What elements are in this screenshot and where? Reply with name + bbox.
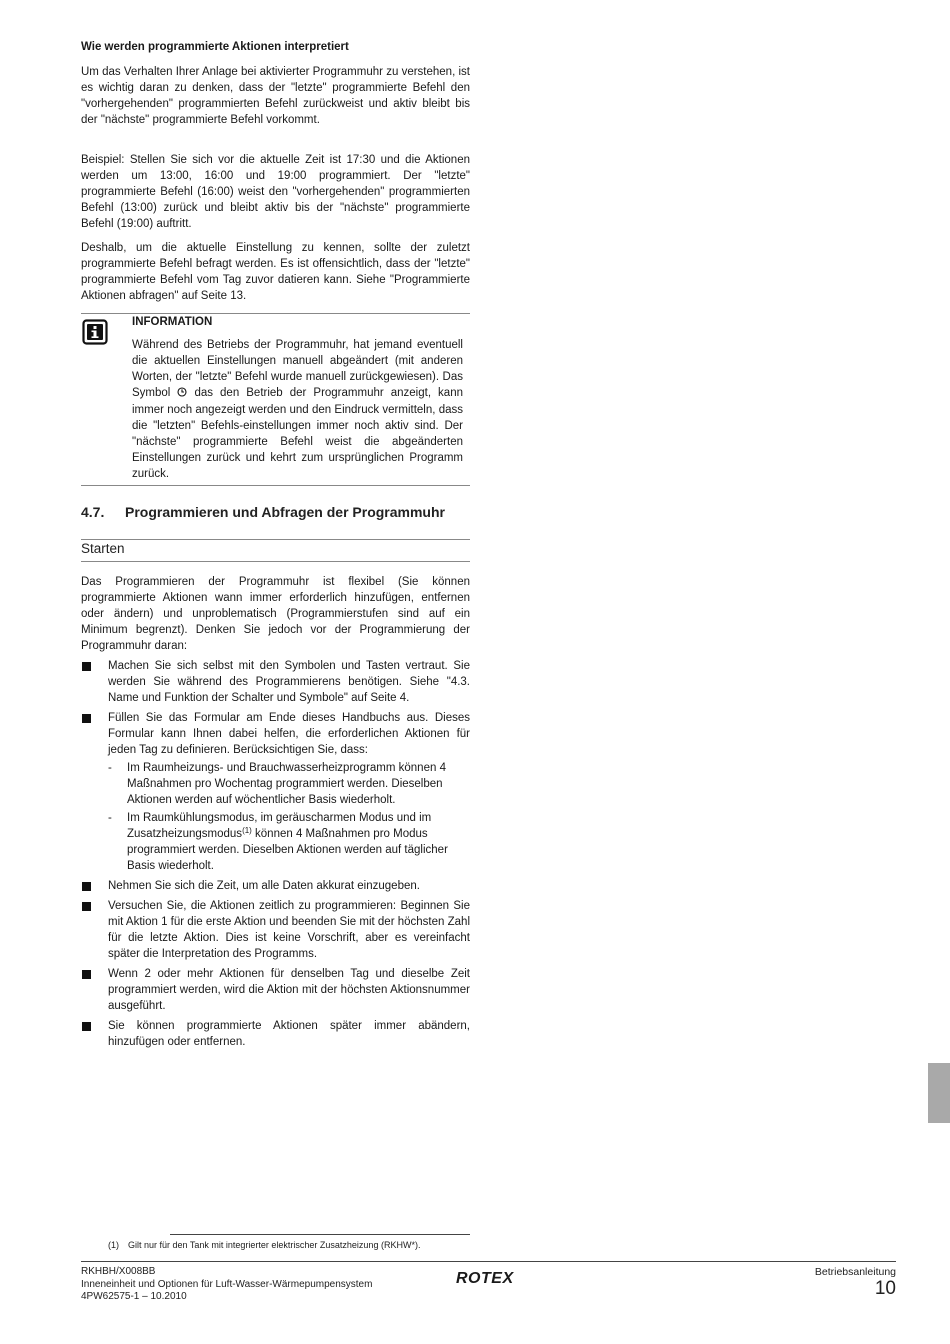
footer-doc-type: Betriebsanleitung [814, 1266, 896, 1278]
footnote: (1) Gilt nur für den Tank mit integrierter elektrischer Zusatzheizung (RKHW*). [108, 1240, 421, 1250]
paragraph-behavior: Um das Verhalten Ihrer Anlage bei aktivierter Programmuhr zu verstehen, ist es wichtig daran zu denken, dass der "letzte" programmierte Befehl den "vorhergehenden" programmierten Befehl zurückweist und aktiv bleibt bis der "nächste" programmierte Befehl vorkommt. [81, 66, 470, 126]
subheading-bottom-rule [81, 561, 470, 562]
footer-info [81, 1266, 372, 1304]
info-bottom-rule [81, 485, 470, 486]
footer-product: Inneneinheit und Optionen für Luft-Wasser-Wärmepumpensystem [81, 1278, 373, 1290]
footer-code: RKHBH/X008BB [81, 1266, 156, 1277]
subheading: Starten [81, 541, 125, 556]
list-item: Sie können programmierte Aktionen später immer abändern, hinzufügen oder entfernen. [81, 1018, 470, 1050]
bullet-list [81, 658, 470, 1054]
info-top-rule [81, 313, 470, 314]
bullet-marker [82, 902, 91, 911]
footnote-ref: (1) [242, 826, 252, 835]
bullet-marker [82, 714, 91, 723]
section-heading: 4.7. Programmieren und Abfragen der Programmuhr [81, 504, 445, 520]
bullet-marker [82, 1022, 91, 1031]
list-item: Versuchen Sie, die Aktionen zeitlich zu programmieren: Beginnen Sie mit Aktion 1 für die erste Aktion und beenden Sie mit der höchsten Zahl für die letzte Aktion. Dies ist keine Vorschrift, aber es vereinfacht später die Interpretation des Programms. [81, 898, 470, 962]
info-title: INFORMATION [132, 316, 213, 328]
info-text: Während des Betriebs der Programmuhr, hat jemand eventuell die aktuellen Einstellungen manuell abgeändert (mit anderen Worten, der "letzte" Befehl wurde manuell zurückgewiesen). Das Symbol das den Betrieb der Programmuhr anzeigt, kann immer noch angezeigt werden und den Eindruck vermitteln, dass die "letzten" Befehls-einstellungen immer noch aktiv sind. Der "nächste" programmierte Befehl weist die abgeänderten Einstellungen zurück und kehrt zum ursprünglichen Programm zurück. [132, 339, 463, 480]
list-item: Machen Sie sich selbst mit den Symbolen und Tasten vertraut. Sie werden Sie während des Programmierens benötigen. Siehe "4.3. Name und Funktion der Schalter und Symbole" auf Seite 4. [81, 658, 470, 706]
list-item: Füllen Sie das Formular am Ende dieses Handbuchs aus. Dieses Formular kann Ihnen dabei helfen, die erforderlichen Aktionen für jeden Tag zu definieren. Berücksichtigen Sie, dass: - Im Raumheizungs- und Brauchwasserheizprogramm können 4 Maßnahmen pro Wochentag programmiert werden. Dieselben Aktionen werden auf wöchentlicher Basis wiederholt. - Im Raumkühlungsmodus, im geräuscharmen Modus und im Zusatzheizungsmodus$^{(1)}$ können 4 Maßnahmen pro Modus programmiert werden. Dieselben Aktionen werden auf täglicher Basis wiederholt. [81, 710, 470, 874]
paragraph-example: Beispiel: Stellen Sie sich vor die aktuelle Zeit ist 17:30 und die Aktionen werden um 13:00, 16:00 und 19:00 programmiert. Der "letzte" programmierte Befehl (16:00) weist den "vorhergehenden" programmierten Befehl (13:00) zurück und bleibt aktiv bis der "nächste" programmierte Befehl (19:00) auftritt. [81, 154, 470, 230]
sub-list-item: - Im Raumheizungs- und Brauchwasserheizprogramm können 4 Maßnahmen pro Wochentag programmiert werden. Dieselben Aktionen werden auf wöchentlicher Basis wiederholt. [108, 762, 446, 806]
rotex-logo: ROTEX [456, 1270, 514, 1287]
list-item: Wenn 2 oder mehr Aktionen für denselben Tag und dieselbe Zeit programmiert werden, wird die Aktion mit der höchsten Aktionsnummer ausgeführt. [81, 966, 470, 1014]
bullet-marker [82, 970, 91, 979]
footnote-rule [170, 1234, 470, 1235]
bullet-marker [82, 882, 91, 891]
page-number: 10 [874, 1278, 896, 1299]
footer-rule [81, 1261, 896, 1262]
footer-doc-number: 4PW62575-1 – 10.2010 [81, 1291, 187, 1302]
sub-list-item: - Im Raumkühlungsmodus, im geräuscharmen Modus und im Zusatzheizungsmodus$^{(1)}$ können 4 Maßnahmen pro Modus programmiert werden. Dieselben Aktionen werden auf täglicher Basis wiederholt. [108, 812, 448, 872]
chapter-tab-marker [928, 1063, 950, 1123]
subheading-top-rule [81, 539, 470, 540]
bullet-marker [82, 662, 91, 671]
paragraph-intro: Das Programmieren der Programmuhr ist flexibel (Sie können programmierte Aktionen wann immer erforderlich hinzufügen, entfernen oder ändern) und unproblematisch (Programmierstufen sind auf ein Minimum begrenzt). Denken Sie jedoch vor der Programmierung der Programmuhr daran: [81, 576, 470, 652]
section-title: Wie werden programmierte Aktionen interpretiert [81, 41, 349, 53]
paragraph-conclusion: Deshalb, um die aktuelle Einstellung zu kennen, sollte der zuletzt programmierte Befehl befragt werden. Es ist offensichtlich, dass der "letzte" programmierte Befehl vom Tag zuvor datieren kann. Siehe "Programmierte Aktionen abfragen" auf Seite 13. [81, 242, 470, 302]
clock-icon [177, 386, 187, 402]
info-icon [82, 319, 108, 345]
list-item: Nehmen Sie sich die Zeit, um alle Daten akkurat einzugeben. [81, 878, 470, 894]
